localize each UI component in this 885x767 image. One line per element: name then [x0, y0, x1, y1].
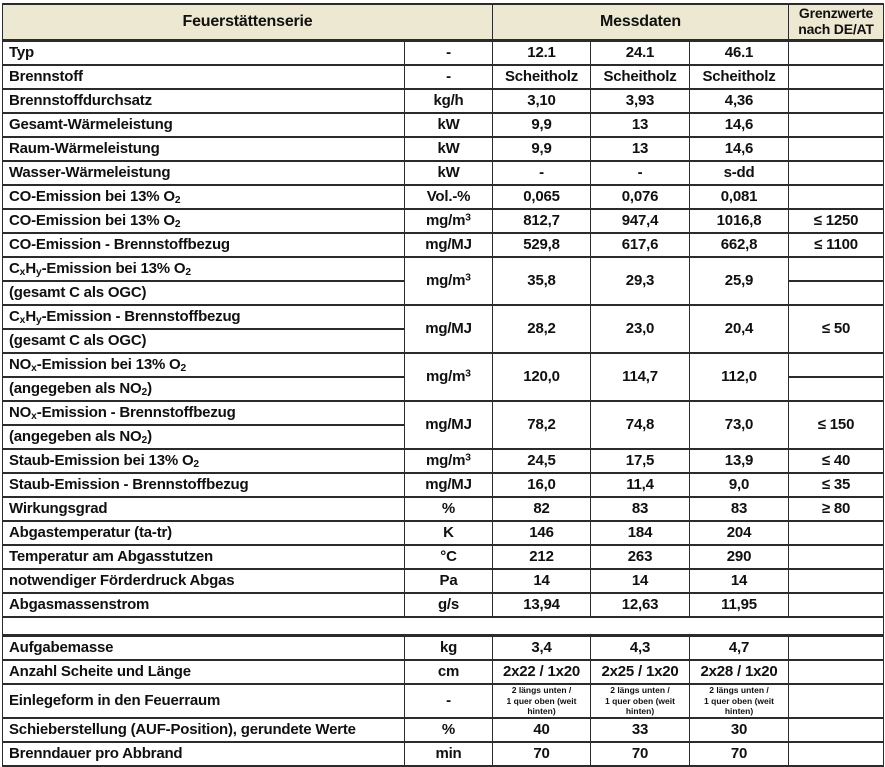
limit-cell [789, 137, 884, 161]
limit-cell: ≤ 40 [789, 449, 884, 473]
unit-cell: $mg/m^3$ [405, 353, 493, 401]
row-abgasmassenstrom [3, 593, 884, 617]
row-sublabel-cell: (angegeben als $NO_2$) [3, 377, 405, 401]
limit-cell [789, 377, 884, 401]
value-cell: Scheitholz [591, 65, 690, 89]
value-cell: 13 [591, 137, 690, 161]
header-row [3, 4, 884, 41]
unit-cell: - [405, 684, 493, 718]
row-label-cell: Staub-Emission - Brennstoffbezug [3, 473, 405, 497]
row-abgastemperatur [3, 521, 884, 545]
unit-cell: kW [405, 113, 493, 137]
unit-cell: $mg/m^3$ [405, 449, 493, 473]
limit-cell: ≤ 150 [789, 401, 884, 449]
value-cell: 4,7 [690, 636, 789, 661]
value-cell: Scheitholz [690, 65, 789, 89]
row-label-cell: $NO_x$-Emission - Brennstoffbezug [3, 401, 405, 425]
value-cell: 11,4 [591, 473, 690, 497]
unit-cell: mg/MJ [405, 473, 493, 497]
limit-cell [789, 161, 884, 185]
value-cell: 83 [690, 497, 789, 521]
value-cell: 13,94 [493, 593, 591, 617]
value-cell: 14 [493, 569, 591, 593]
limit-cell [789, 353, 884, 377]
value-cell: 13 [591, 113, 690, 137]
limit-cell [789, 41, 884, 66]
value-cell: 2x22 / 1x20 [493, 660, 591, 684]
limit-cell [789, 545, 884, 569]
value-cell: 46.1 [690, 41, 789, 66]
value-cell: 23,0 [591, 305, 690, 353]
value-cell: 1016,8 [690, 209, 789, 233]
limit-cell [789, 113, 884, 137]
value-cell: 40 [493, 718, 591, 742]
limit-cell [789, 718, 884, 742]
unit-cell: kg/h [405, 89, 493, 113]
value-cell: 9,9 [493, 137, 591, 161]
value-cell: 78,2 [493, 401, 591, 449]
value-cell: 3,10 [493, 89, 591, 113]
unit-cell: - [405, 41, 493, 66]
row-brennstoff [3, 65, 884, 89]
value-cell: 30 [690, 718, 789, 742]
value-cell: 2 längs unten / 1 quer oben (weit hinten) [690, 684, 789, 718]
unit-cell: kW [405, 137, 493, 161]
unit-cell: K [405, 521, 493, 545]
row-label-cell: Raum-Wärmeleistung [3, 137, 405, 161]
value-cell: 3,93 [591, 89, 690, 113]
row-label-cell: Abgasmassenstrom [3, 593, 405, 617]
limit-cell [789, 569, 884, 593]
value-cell: 17,5 [591, 449, 690, 473]
spacer-cell [3, 617, 884, 636]
value-cell: Scheitholz [493, 65, 591, 89]
row-anzahl-scheite [3, 660, 884, 684]
limit-cell: ≥ 80 [789, 497, 884, 521]
row-nox-emission-13o2 [3, 353, 884, 377]
row-typ [3, 41, 884, 66]
value-cell: 2 längs unten / 1 quer oben (weit hinten) [493, 684, 591, 718]
spacer-row [3, 617, 884, 636]
value-cell: 120,0 [493, 353, 591, 401]
value-cell: 70 [690, 742, 789, 766]
value-cell: 29,3 [591, 257, 690, 305]
row-label-cell: CO-Emission bei 13% $O_2$ [3, 209, 405, 233]
value-cell: 9,9 [493, 113, 591, 137]
value-cell: 617,6 [591, 233, 690, 257]
row-label-cell: $C_xH_y$-Emission - Brennstoffbezug [3, 305, 405, 329]
value-cell: 184 [591, 521, 690, 545]
limit-cell: ≤ 50 [789, 305, 884, 353]
unit-cell: mg/MJ [405, 233, 493, 257]
value-cell: 12.1 [493, 41, 591, 66]
value-cell: 0,081 [690, 185, 789, 209]
value-cell: 2x25 / 1x20 [591, 660, 690, 684]
value-cell: 14 [690, 569, 789, 593]
value-cell: 12,63 [591, 593, 690, 617]
row-cxhy-emission-13o2 [3, 257, 884, 281]
header-messdaten: Messdaten [493, 4, 789, 41]
value-cell: 662,8 [690, 233, 789, 257]
row-nox-emission-brennstoffbezug [3, 401, 884, 425]
unit-cell: % [405, 718, 493, 742]
value-cell: 114,7 [591, 353, 690, 401]
value-cell: 9,0 [690, 473, 789, 497]
row-brennstoffdurchsatz [3, 89, 884, 113]
value-cell: 4,36 [690, 89, 789, 113]
row-label-cell: CO-Emission - Brennstoffbezug [3, 233, 405, 257]
row-wasser-waermeleistung [3, 161, 884, 185]
row-wirkungsgrad [3, 497, 884, 521]
value-cell: 14,6 [690, 137, 789, 161]
row-label-cell: Brenndauer pro Abbrand [3, 742, 405, 766]
unit-cell: $mg/m^3$ [405, 209, 493, 233]
row-staub-emission-13o2 [3, 449, 884, 473]
limit-cell [789, 684, 884, 718]
limit-cell: ≤ 35 [789, 473, 884, 497]
value-cell: 20,4 [690, 305, 789, 353]
value-cell: 24,5 [493, 449, 591, 473]
row-co-emission-mg [3, 209, 884, 233]
row-label-cell: Wasser-Wärmeleistung [3, 161, 405, 185]
value-cell: 82 [493, 497, 591, 521]
unit-cell: mg/MJ [405, 305, 493, 353]
value-cell: 13,9 [690, 449, 789, 473]
measurement-table [2, 3, 884, 767]
value-cell: 204 [690, 521, 789, 545]
row-cxhy-emission-brennstoffbezug [3, 305, 884, 329]
unit-cell: Pa [405, 569, 493, 593]
limit-cell [789, 89, 884, 113]
row-label-cell: Schieberstellung (AUF-Position), gerundete Werte [3, 718, 405, 742]
row-label-cell: notwendiger Förderdruck Abgas [3, 569, 405, 593]
value-cell: 2 längs unten / 1 quer oben (weit hinten) [591, 684, 690, 718]
row-label-cell: Typ [3, 41, 405, 66]
row-schieberstellung [3, 718, 884, 742]
value-cell: 24.1 [591, 41, 690, 66]
limit-cell [789, 521, 884, 545]
row-raum-waermeleistung [3, 137, 884, 161]
unit-cell: Vol.-% [405, 185, 493, 209]
row-label-cell: Gesamt-Wärmeleistung [3, 113, 405, 137]
row-einlegeform [3, 684, 884, 718]
value-cell: 16,0 [493, 473, 591, 497]
value-cell: 947,4 [591, 209, 690, 233]
value-cell: 529,8 [493, 233, 591, 257]
row-label-cell: Temperatur am Abgasstutzen [3, 545, 405, 569]
row-label-cell: $C_xH_y$-Emission bei 13% $O_2$ [3, 257, 405, 281]
row-label-cell: Wirkungsgrad [3, 497, 405, 521]
row-co-emission-brennstoffbezug [3, 233, 884, 257]
row-co-emission-vol [3, 185, 884, 209]
unit-cell: cm [405, 660, 493, 684]
row-staub-emission-brennstoffbezug [3, 473, 884, 497]
limit-cell [789, 742, 884, 766]
value-cell: 14,6 [690, 113, 789, 137]
limit-cell [789, 593, 884, 617]
row-label-cell: Brennstoffdurchsatz [3, 89, 405, 113]
row-label-cell: Aufgabemasse [3, 636, 405, 661]
limit-cell [789, 257, 884, 281]
value-cell: 2x28 / 1x20 [690, 660, 789, 684]
row-sublabel-cell: (angegeben als $NO_2$) [3, 425, 405, 449]
unit-cell: g/s [405, 593, 493, 617]
unit-cell: $mg/m^3$ [405, 257, 493, 305]
value-cell: 0,076 [591, 185, 690, 209]
value-cell: s-dd [690, 161, 789, 185]
value-cell: 83 [591, 497, 690, 521]
value-cell: 290 [690, 545, 789, 569]
value-cell: 112,0 [690, 353, 789, 401]
value-cell: 263 [591, 545, 690, 569]
value-cell: - [591, 161, 690, 185]
unit-cell: mg/MJ [405, 401, 493, 449]
row-sublabel-cell: (gesamt C als OGC) [3, 329, 405, 353]
unit-cell: % [405, 497, 493, 521]
limit-cell [789, 65, 884, 89]
unit-cell: min [405, 742, 493, 766]
value-cell: 70 [591, 742, 690, 766]
limit-cell: ≤ 1100 [789, 233, 884, 257]
value-cell: 3,4 [493, 636, 591, 661]
value-cell: 146 [493, 521, 591, 545]
unit-cell: kW [405, 161, 493, 185]
value-cell: 14 [591, 569, 690, 593]
value-cell: 0,065 [493, 185, 591, 209]
unit-cell: °C [405, 545, 493, 569]
row-temperatur-abgasstutzen [3, 545, 884, 569]
value-cell: 4,3 [591, 636, 690, 661]
limit-cell [789, 185, 884, 209]
row-label-cell: Abgastemperatur (ta-tr) [3, 521, 405, 545]
row-label-cell: Brennstoff [3, 65, 405, 89]
row-label-cell: Staub-Emission bei 13% $O_2$ [3, 449, 405, 473]
value-cell: 35,8 [493, 257, 591, 305]
value-cell: 212 [493, 545, 591, 569]
limit-cell: ≤ 1250 [789, 209, 884, 233]
value-cell: 11,95 [690, 593, 789, 617]
value-cell: 70 [493, 742, 591, 766]
row-foerderdruck [3, 569, 884, 593]
row-label-cell: Einlegeform in den Feuerraum [3, 684, 405, 718]
value-cell: 74,8 [591, 401, 690, 449]
row-label-cell: CO-Emission bei 13% $O_2$ [3, 185, 405, 209]
limit-cell [789, 636, 884, 661]
value-cell: - [493, 161, 591, 185]
value-cell: 33 [591, 718, 690, 742]
unit-cell: kg [405, 636, 493, 661]
limit-cell [789, 281, 884, 305]
value-cell: 28,2 [493, 305, 591, 353]
unit-cell: - [405, 65, 493, 89]
value-cell: 25,9 [690, 257, 789, 305]
row-gesamt-waermeleistung [3, 113, 884, 137]
row-aufgabemasse [3, 636, 884, 661]
row-brenndauer [3, 742, 884, 766]
row-label-cell: Anzahl Scheite und Länge [3, 660, 405, 684]
value-cell: 812,7 [493, 209, 591, 233]
header-feuerstaettenserie: Feuerstättenserie [3, 4, 493, 41]
limit-cell [789, 660, 884, 684]
value-cell: 73,0 [690, 401, 789, 449]
row-label-cell: $NO_x$-Emission bei 13% $O_2$ [3, 353, 405, 377]
header-grenzwerte: Grenzwerte nach DE/AT [789, 4, 884, 41]
row-sublabel-cell: (gesamt C als OGC) [3, 281, 405, 305]
